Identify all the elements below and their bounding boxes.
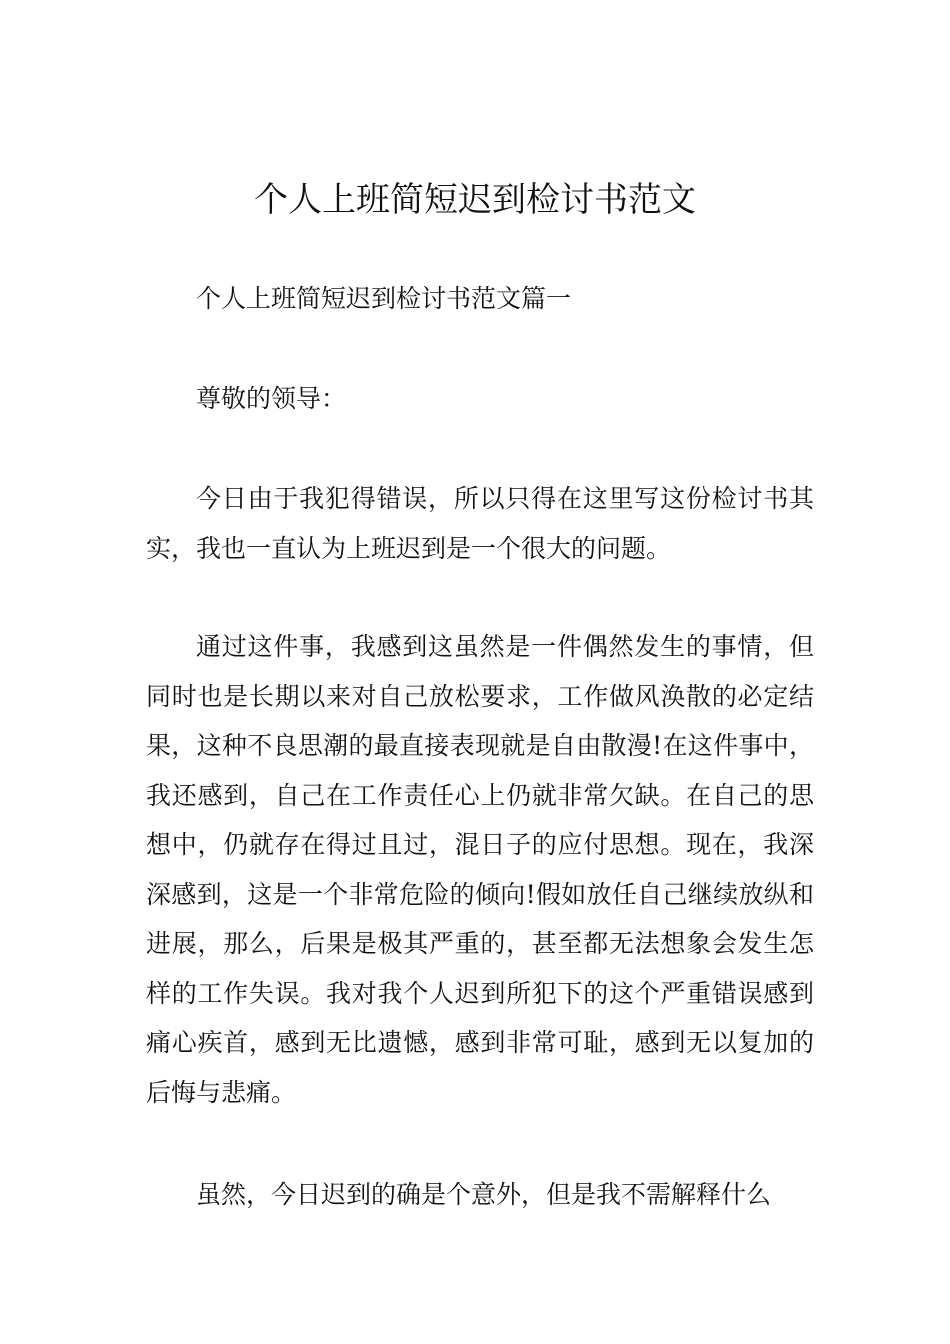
paragraph-3: 虽然，今日迟到的确是个意外，但是我不需解释什么 <box>196 1180 772 1209</box>
paragraph-1: 今日由于我犯得错误，所以只得在这里写这份检讨书其实，我也一直认为上班迟到是一个很大的问题。 <box>146 484 814 563</box>
paragraph-2: 通过这件事，我感到这虽然是一件偶然发生的事情，但同时也是长期以来对自己放松要求，工作做风涣散的必定结果，这种不良思潮的最直接表现就是自由散漫!在这件事中，我还感到，自己在工作责任心上仍就非常欠缺。在自己的思想中，仍就存在得过且过，混日子的应付思想。现在，我深深感到，这是一个非常危险的倾向!假如放任自己继续放纵和进展，那么，后果是极其严重的，甚至都无法想象会发生怎样的工作失误。我对我个人迟到所犯下的这个严重错误感到痛心疾首，感到无比遗憾，感到非常可耻，感到无以复加的后悔与悲痛。 <box>146 632 814 1107</box>
document-title: 个人上班简短迟到检讨书范文 <box>254 180 696 220</box>
section-heading: 个人上班简短迟到检讨书范文篇一 <box>196 284 572 313</box>
salutation: 尊敬的领导： <box>196 384 347 413</box>
